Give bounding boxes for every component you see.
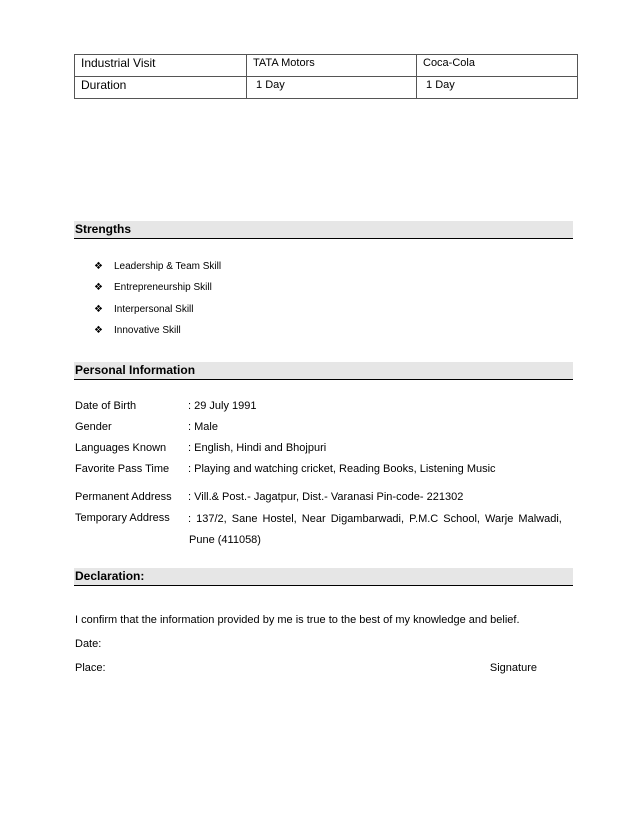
table-cell: 1 Day — [417, 77, 578, 99]
row-label: Industrial Visit — [75, 55, 247, 77]
info-value-line: : 137/2, Sane Hostel, Near Digambarwadi, P.M.C School, Warje Malwadi, — [188, 513, 562, 525]
info-key: Gender — [75, 421, 112, 433]
info-row — [75, 418, 578, 439]
info-key: Languages Known — [75, 442, 167, 454]
list-item — [94, 321, 221, 343]
list-item — [94, 278, 221, 300]
info-value: : Vill.& Post.- Jagatpur, Dist.- Varanasi Pin-code- 221302 — [188, 491, 464, 503]
address-block — [75, 488, 578, 551]
diamond-bullet-icon: ❖ — [94, 303, 103, 315]
diamond-bullet-icon: ❖ — [94, 325, 103, 337]
info-value-line: Pune (411058) — [189, 534, 261, 546]
info-row — [75, 488, 578, 509]
personal-info-heading: Personal Information — [74, 362, 573, 380]
list-item — [94, 256, 221, 278]
list-item — [94, 299, 221, 321]
info-value: : 29 July 1991 — [188, 400, 257, 412]
info-key: Permanent Address — [75, 491, 172, 503]
table-row — [75, 77, 578, 99]
list-item-label: Innovative Skill — [114, 325, 181, 337]
info-value: : Male — [188, 421, 218, 433]
signature-label: Signature — [489, 662, 537, 674]
info-key: Date of Birth — [75, 400, 137, 412]
table-row — [75, 55, 578, 77]
diamond-bullet-icon: ❖ — [94, 282, 103, 294]
diamond-bullet-icon: ❖ — [94, 260, 103, 272]
list-item-label: Leadership & Team Skill — [114, 260, 222, 272]
declaration-statement: I confirm that the information provided by me is true to the best of my knowledge and belief. — [75, 614, 520, 626]
industrial-visit-table — [74, 54, 578, 99]
list-item-label: Entrepreneurship Skill — [114, 282, 212, 294]
place-label: Place: — [75, 662, 106, 674]
declaration-block — [75, 610, 537, 680]
table-cell: 1 Day — [247, 77, 417, 99]
place-signature-row — [75, 658, 537, 680]
info-row — [75, 439, 578, 460]
table-cell: TATA Motors — [247, 55, 417, 77]
personal-info-block — [75, 397, 578, 481]
info-row — [75, 460, 578, 481]
info-key: Temporary Address — [75, 512, 170, 524]
info-row — [75, 509, 578, 551]
info-key: Favorite Pass Time — [75, 463, 170, 475]
declaration-heading: Declaration: — [74, 568, 573, 586]
info-value: : Playing and watching cricket, Reading Books, Listening Music — [188, 463, 496, 475]
row-label: Duration — [75, 77, 247, 99]
strengths-list — [94, 256, 221, 342]
list-item-label: Interpersonal Skill — [114, 303, 194, 315]
date-label: Date: — [75, 638, 102, 650]
info-value: : English, Hindi and Bhojpuri — [188, 442, 327, 454]
table-cell: Coca-Cola — [417, 55, 578, 77]
info-row — [75, 397, 578, 418]
strengths-heading: Strengths — [74, 221, 573, 239]
info-value — [188, 509, 578, 551]
